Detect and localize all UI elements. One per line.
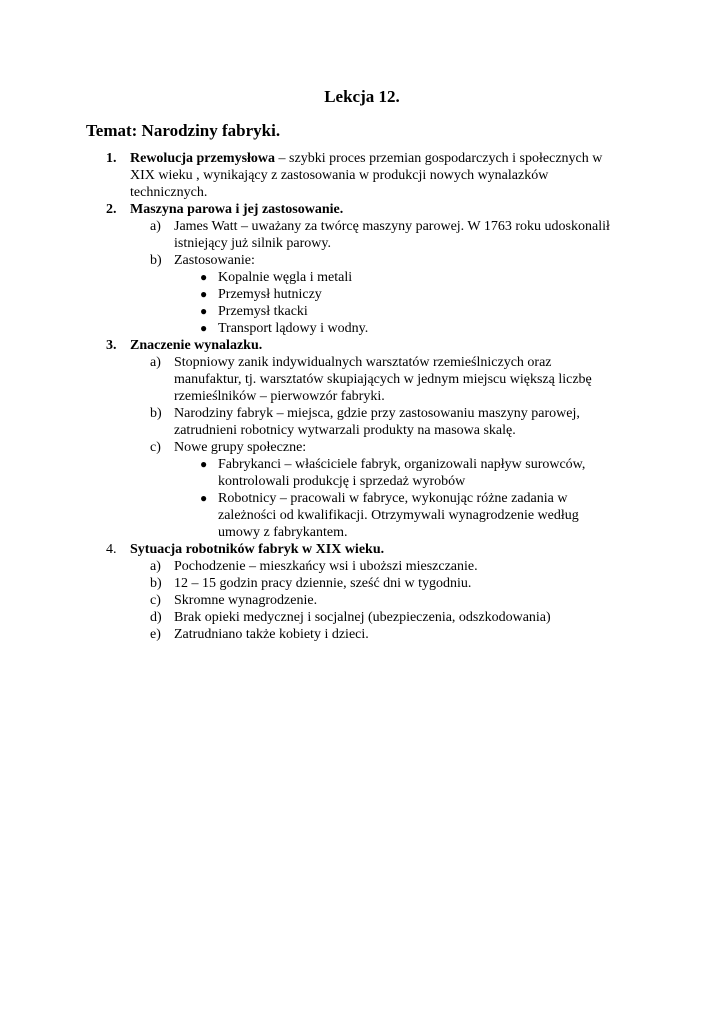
section-number: 2. <box>106 202 117 217</box>
item-text-line: Narodziny fabryk – miejsca, gdzie przy zastosowaniu maszyny parowej, <box>174 406 580 421</box>
list-item <box>106 575 646 592</box>
item-letter: c) <box>150 440 161 455</box>
bullet-icon: ● <box>200 287 208 301</box>
list-item <box>106 592 646 609</box>
bullet-text-line: Robotnicy – pracowali w fabryce, wykonując różne zadania w <box>218 491 568 506</box>
section-heading: Znaczenie wynalazku. <box>130 338 263 353</box>
list-item <box>106 218 646 252</box>
item-text-line: Nowe grupy społeczne: <box>174 440 307 455</box>
bullet-text: Przemysł hutniczy <box>218 287 322 302</box>
list-item <box>106 252 646 269</box>
list-item <box>106 405 646 439</box>
item-letter: b) <box>150 253 162 268</box>
bullet-text: Transport lądowy i wodny. <box>218 321 369 336</box>
bullet-text-line: umowy z fabrykantem. <box>218 525 348 540</box>
section-number: 1. <box>106 151 117 166</box>
list-item <box>106 439 646 456</box>
list-item <box>106 626 646 643</box>
item-text-line: rzemieślników – pierwowzór fabryki. <box>174 389 385 404</box>
lesson-title: Lekcja 12. <box>324 87 400 106</box>
section-4 <box>106 541 646 558</box>
item-text-line: James Watt – uważany za twórcę maszyny parowej. W 1763 roku udoskonalił <box>174 219 610 234</box>
bullet-icon: ● <box>200 457 208 471</box>
bullet-item <box>106 269 646 286</box>
section-heading: Maszyna parowa i jej zastosowanie. <box>130 202 344 217</box>
lesson-outline <box>106 150 646 643</box>
bullet-text-line: kontrolowali produkcję i sprzedaż wyrobów <box>218 474 466 489</box>
bullet-item <box>106 456 646 490</box>
bullet-icon: ● <box>200 321 208 335</box>
item-text-line: Pochodzenie – mieszkańcy wsi i uboższi mieszczanie. <box>174 559 478 574</box>
bullet-icon: ● <box>200 304 208 318</box>
bullet-text-line: zależności od kwalifikacji. Otrzymywali wynagrodzenie według <box>218 508 579 523</box>
item-text-line: Zatrudniano także kobiety i dzieci. <box>174 627 369 642</box>
item-text-line: Brak opieki medycznej i socjalnej (ubezpieczenia, odszkodowania) <box>174 610 551 625</box>
section-2 <box>106 201 646 218</box>
item-letter: a) <box>150 219 161 234</box>
list-item <box>106 354 646 405</box>
section-text-line: XIX wieku , wynikający z zastosowania w produkcji nowych wynalazków <box>130 168 549 183</box>
item-letter: b) <box>150 576 162 591</box>
item-letter: e) <box>150 627 161 642</box>
bullet-text: Przemysł tkacki <box>218 304 308 319</box>
section-number: 4. <box>106 542 117 557</box>
item-text-line: Skromne wynagrodzenie. <box>174 593 318 608</box>
list-item <box>106 609 646 626</box>
item-text-line: 12 – 15 godzin pracy dziennie, sześć dni w tygodniu. <box>174 576 472 591</box>
section-3 <box>106 337 646 354</box>
bullet-item <box>106 320 646 337</box>
item-text-line: Zastosowanie: <box>174 253 255 268</box>
section-text-line <box>130 150 646 167</box>
item-text-line: Stopniowy zanik indywidualnych warsztatów rzemieślniczych oraz <box>174 355 552 370</box>
item-text-line: zatrudnieni robotnicy wytwarzali produkty na masowa skalę. <box>174 423 516 438</box>
bullet-text: Kopalnie węgla i metali <box>218 270 353 285</box>
list-item <box>106 558 646 575</box>
section-heading: Sytuacja robotników fabryk w XIX wieku. <box>130 542 385 557</box>
item-letter: a) <box>150 559 161 574</box>
item-letter: b) <box>150 406 162 421</box>
bullet-icon: ● <box>200 270 208 284</box>
bullet-text-line: Fabrykanci – właściciele fabryk, organizowali napływ surowców, <box>218 457 586 472</box>
bullet-item <box>106 303 646 320</box>
item-letter: c) <box>150 593 161 608</box>
section-1 <box>106 150 646 201</box>
bullet-icon: ● <box>200 491 208 505</box>
item-letter: a) <box>150 355 161 370</box>
section-text: – szybki proces przemian gospodarczych i społecznych w <box>275 151 603 166</box>
section-heading: Rewolucja przemysłowa <box>130 151 276 166</box>
item-text-line: istniejący już silnik parowy. <box>174 236 331 251</box>
bullet-item <box>106 490 646 541</box>
bullet-item <box>106 286 646 303</box>
item-letter: d) <box>150 610 162 625</box>
item-text-line: manufaktur, tj. warsztatów skupiających w jednym miejscu większą liczbę <box>174 372 592 387</box>
section-number: 3. <box>106 338 117 353</box>
section-text-line: technicznych. <box>130 185 208 200</box>
lesson-subject: Temat: Narodziny fabryki. <box>86 121 281 140</box>
